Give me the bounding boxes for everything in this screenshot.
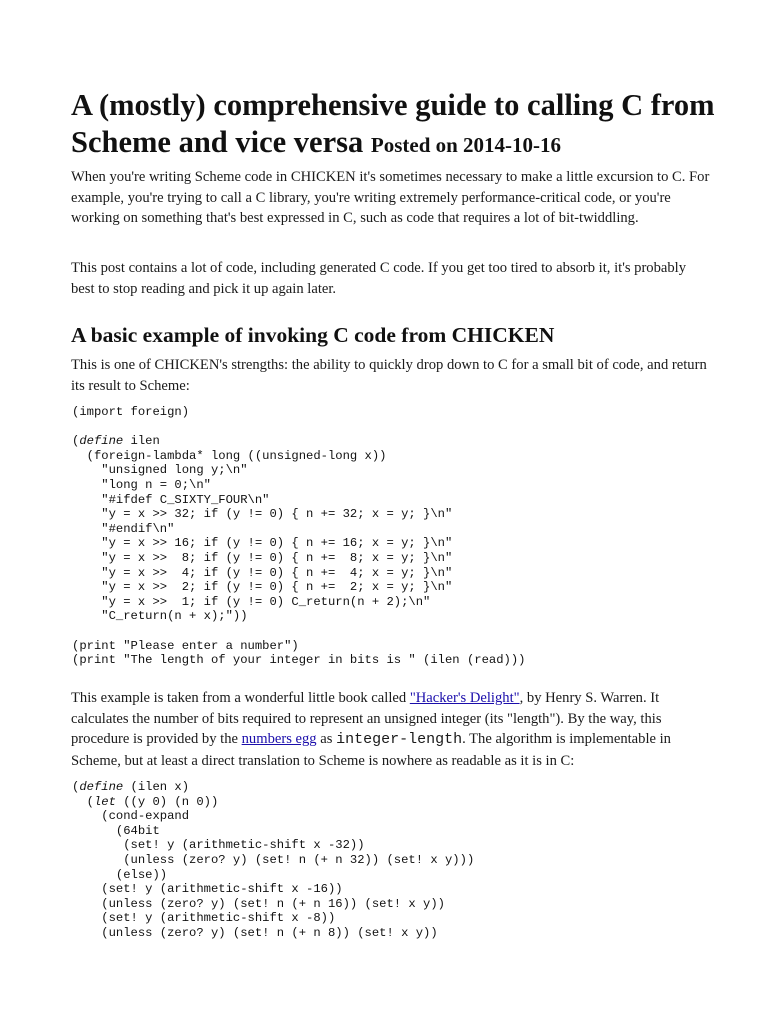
code-line: (set! y (arithmetic-shift x -8)) [72,911,336,926]
code-line: (print "The length of your integer in bits is " (ilen (read))) [72,653,526,668]
section-heading: A basic example of invoking C code from CHICKEN [71,323,555,347]
code-line: "long n = 0;\n" [72,477,211,492]
page-title [71,87,731,164]
code-line: (else)) [72,867,168,882]
code-line: (foreign-lambda* long ((unsigned-long x)) [72,448,387,463]
code-line: (print "Please enter a number") [72,638,299,653]
code-line: (cond-expand [72,809,190,824]
intro-paragraph-1: When you're writing Scheme code in CHICKEN it's sometimes necessary to make a little excursion to C. For example, you're trying to call a C library, you're writing extremely performance-critical code, or you're working on something that's best expressed in C, such as code that requires a lot of bit-twiddling. [71,169,710,226]
code-line: "C_return(n + x);")) [72,609,248,624]
code-line: (unless (zero? y) (set! n (+ n 8)) (set! x y)) [72,925,438,940]
code-line: "y = x >> 1; if (y != 0) C_return(n + 2);\n" [72,594,431,609]
keyword: define [79,434,124,449]
posted-date: Posted on 2014-10-16 [370,133,562,157]
code-line: "#endif\n" [72,521,175,536]
hackers-delight-link[interactable]: "Hacker's Delight" [409,690,520,706]
numbers-egg-link[interactable]: numbers egg [241,731,317,747]
code-line: (set! y (arithmetic-shift x -32)) [72,838,365,853]
code-line: "y = x >> 4; if (y != 0) { n += 4; x = y; }\n" [72,565,453,580]
code-line: (set! y (arithmetic-shift x -16)) [72,882,343,897]
title-text: A (mostly) comprehensive guide to calling C from Scheme and vice versa [71,88,715,159]
code-line: "y = x >> 8; if (y != 0) { n += 8; x = y; }\n" [72,550,453,565]
code-block-2: (define (ilen x) (let ((y 0) (n 0)) (cond-expand (64bit (set! y (arithmetic-shift x -32)) (unless (zero? y) (set! n (+ n 32)) (set! x y))) (else)) (set! y (arithmetic-shift x -16)) (unless (zero? y) (set! n (+ n 16)) (set! x y)) (set! y (arithmetic-shift x -8)) (unless (zero? y) (set! n (+ n 8)) (set! x y)) [72,780,475,940]
code-line: (unless (zero? y) (set! n (+ n 16)) (set! x y)) [72,896,445,911]
code-line: (64bit [72,823,160,838]
code-line: "unsigned long y;\n" [72,463,248,478]
section-paragraph-1: This is one of CHICKEN's strengths: the ability to quickly drop down to C for a small bit of code, and return its result to Scheme: [71,357,707,394]
code-line: "#ifdef C_SIXTY_FOUR\n" [72,492,270,507]
keyword: let [93,794,116,809]
intro-paragraph-2: This post contains a lot of code, including generated C code. If you get too tired to absorb it, it's probably best to stop reading and pick it up again later. [71,260,687,297]
code-line: (import foreign) [72,405,190,419]
code-line: "y = x >> 32; if (y != 0) { n += 32; x = y; }\n" [72,507,453,522]
section-paragraph-2: This example is taken from a wonderful little book called "Hacker's Delight", by Henry S. Warren. It calculates the number of bits required to represent an unsigned integer (its "length"). By the way, this procedure is provided by the numbers egg as integer-length. The algorithm is implementable in Scheme, but at least a direct translation to Scheme is nowhere as readable as it is in C: [71,690,671,769]
code-line: "y = x >> 16; if (y != 0) { n += 16; x = y; }\n" [72,536,453,551]
inline-code: integer-length [336,731,463,748]
keyword: define [79,780,124,794]
code-block-1: (import foreign) (define ilen (foreign-lambda* long ((unsigned-long x)) "unsigned long y;\n" "long n = 0;\n" "#ifdef C_SIXTY_FOUR\n" "y = x >> 32; if (y != 0) { n += 32; x = y; }\n" "#endif\n" "y = x >> 16; if (y != 0) { n += 16; x = y; }\n" "y = x >> 8; if (y != 0) { n += 8; x = y; }\n" "y = x >> 4; if (y != 0) { n += 4; x = y; }\n" "y = x >> 2; if (y != 0) { n += 2; x = y; }\n" "y = x >> 1; if (y != 0) C_return(n + 2);\n" "C_return(n + x);")) (print "Please enter a number") (print "The length of your integer in bits is " (ilen (read))) [72,405,526,668]
code-line: "y = x >> 2; if (y != 0) { n += 2; x = y; }\n" [72,580,453,595]
code-line: (unless (zero? y) (set! n (+ n 32)) (set! x y))) [72,852,475,867]
